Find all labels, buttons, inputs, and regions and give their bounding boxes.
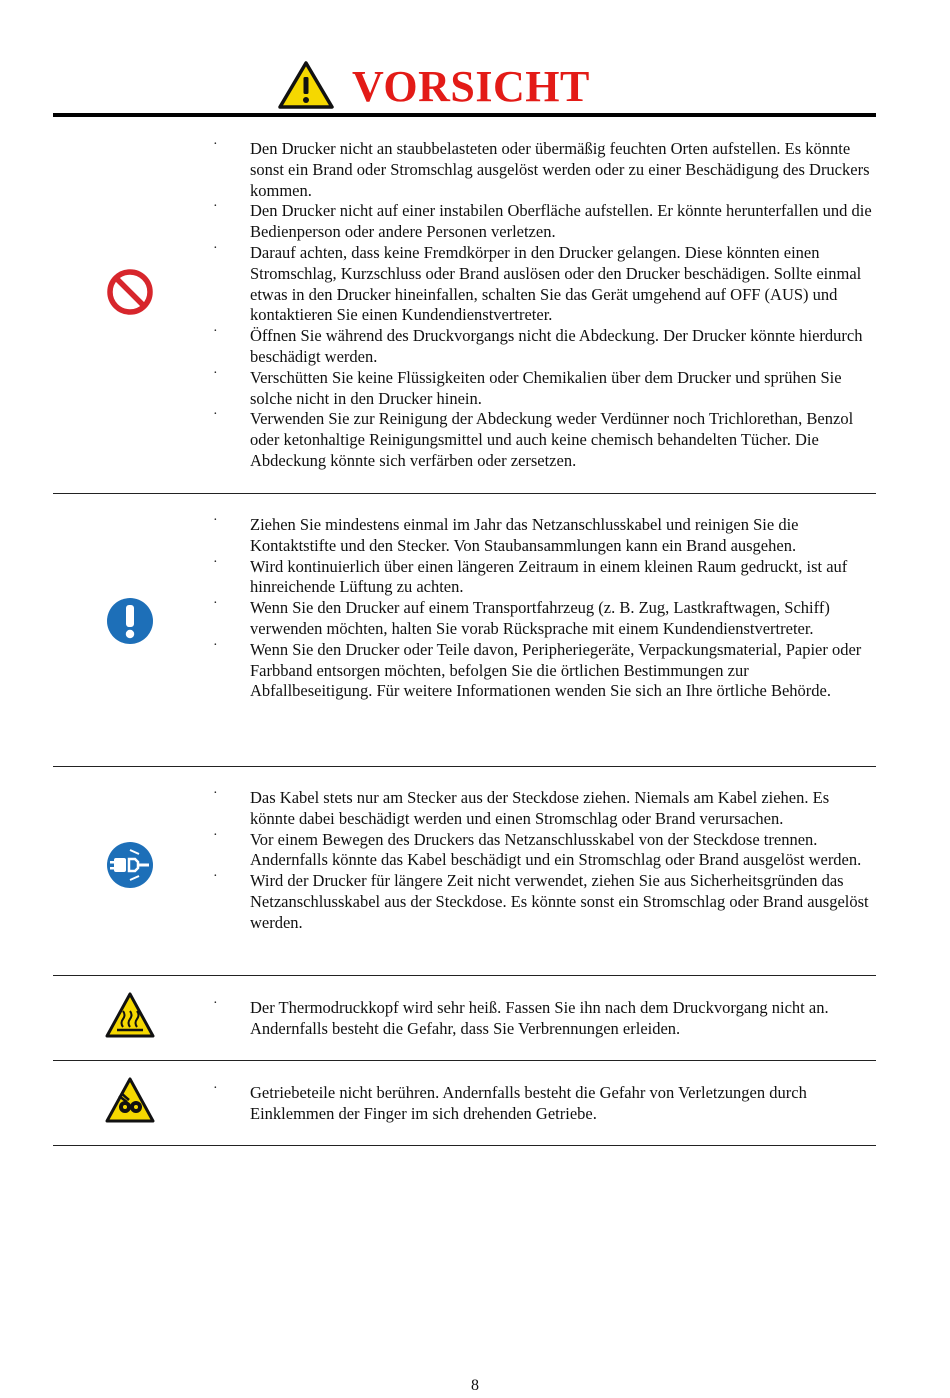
item-text: Verschütten Sie keine Flüssigkeiten oder Chemikalien über dem Drucker und sprühen Sie solche nicht in den Drucker hinein. — [250, 367, 842, 408]
page-header — [0, 58, 950, 114]
bullet: · — [213, 996, 218, 1011]
unplug-icon — [105, 840, 155, 890]
item-text: Öffnen Sie während des Druckvorgangs nicht die Abdeckung. Der Drucker könnte hierdurch beschädigt werden. — [250, 326, 863, 366]
caution-section-gear — [53, 1062, 876, 1147]
list-item — [213, 554, 873, 599]
list-item — [213, 201, 873, 243]
bullet: · — [213, 324, 218, 340]
item-text: Das Kabel stets nur am Stecker aus der Steckdose ziehen. Niemals am Kabel ziehen. Es könnte dabei beschädigt werden und einen Stromschlag oder Brand verursachen. — [250, 788, 830, 828]
item-text: Ziehen Sie mindestens einmal im Jahr das Netzanschlusskabel und reinigen Sie die Kontaktstifte und den Stecker. Von Staubansammlungen kann ein Brand ausgehen. — [250, 515, 799, 555]
item-text: Vor einem Bewegen des Druckers das Netzanschlusskabel von der Steckdose trennen. Andernfalls könnte das Kabel beschädigt und ein Stromschlag oder Brand ausgelöst werden. — [250, 829, 862, 870]
list-item — [213, 139, 873, 201]
bullet: · — [213, 554, 218, 570]
item-text: Den Drucker nicht auf einer instabilen Oberfläche aufstellen. Er könnte herunterfallen und die Bedienperson oder andere Personen verletzen. — [250, 201, 872, 242]
caution-section-prohibited — [53, 117, 876, 495]
list-item — [213, 240, 873, 326]
bullet: · — [213, 137, 218, 152]
list-item — [213, 515, 873, 557]
list-item — [213, 871, 873, 933]
list-item — [213, 326, 873, 368]
bullet: · — [213, 199, 218, 215]
list-item — [213, 788, 873, 830]
prohibition-icon — [105, 267, 155, 317]
section-divider — [53, 493, 876, 494]
bullet: · — [213, 240, 218, 256]
bullet: · — [213, 407, 218, 423]
item-text: Darauf achten, dass keine Fremdkörper in den Drucker gelangen. Diese könnten einen Stromschlag, Kurzschluss oder Brand auslösen oder den Drucker beschädigen. Sollte einmal etwas in den Drucker hineinfallen, schalten Sie das Gerät umgehend auf OFF (AUS) und kontaktieren Sie einen Kundendienstvertreter. — [250, 242, 862, 325]
hot-surface-icon — [105, 991, 155, 1041]
bullet: · — [213, 786, 218, 801]
page-number: 8 — [471, 1377, 479, 1394]
item-text: Wird der Drucker für längere Zeit nicht verwendet, ziehen Sie aus Sicherheitsgründen das Netzanschlusskabel aus der Steckdose. Es könnte sonst ein Stromschlag oder Brand ausgelöst werden. — [250, 871, 869, 932]
section-divider — [53, 1060, 876, 1061]
bullet: · — [213, 637, 218, 653]
gear-pinch-icon — [105, 1076, 155, 1126]
exclamation-icon — [105, 596, 155, 646]
item-text: Wenn Sie den Drucker auf einem Transportfahrzeug (z. B. Zug, Lastkraftwagen, Schiff) verwenden möchten, halten Sie vorab Rücksprache mit einem Kundendienstvertreter. — [250, 598, 830, 638]
list-item — [213, 365, 873, 410]
warning-triangle-icon — [278, 60, 334, 110]
caution-section-mandatory — [53, 495, 876, 768]
list-item — [213, 598, 873, 640]
section-divider — [53, 975, 876, 976]
list-item — [213, 409, 873, 471]
item-text: Wird kontinuierlich über einen längeren Zeitraum in einem kleinen Raum gedruckt, ist auf hinreichende Lüftung zu achten. — [250, 556, 848, 597]
item-text: Den Drucker nicht an staubbelasteten oder übermäßig feuchten Orten aufstellen. Es könnte sonst ein Brand oder Stromschlag ausgelöst werden oder zu einer Beschädigung des Druckers kommen. — [250, 139, 870, 200]
list-item — [213, 1083, 873, 1125]
section-divider — [53, 766, 876, 767]
bullet: · — [213, 596, 218, 612]
caution-section-hot-surface — [53, 977, 876, 1062]
item-text: Getriebeteile nicht berühren. Andernfalls besteht die Gefahr von Verletzungen durch Einklemmen der Finger im sich drehenden Getriebe. — [250, 1083, 807, 1123]
section-divider — [53, 1145, 876, 1146]
list-item — [213, 827, 873, 872]
bullet: · — [213, 513, 218, 528]
caution-section-unplug — [53, 768, 876, 977]
list-item — [213, 637, 873, 702]
bullet: · — [213, 827, 218, 843]
item-text: Der Thermodruckkopf wird sehr heiß. Fassen Sie ihn nach dem Druckvorgang nicht an. Andernfalls besteht die Gefahr, dass Sie Verbrennungen erleiden. — [250, 998, 829, 1038]
item-text: Verwenden Sie zur Reinigung der Abdeckung weder Verdünner noch Trichlorethan, Benzol oder ketonhaltige Reinigungsmittel und auch keine chemisch behandelten Tücher. Die Abdeckung könnte sich verfärben oder zersetzen. — [250, 409, 854, 470]
bullet: · — [213, 869, 218, 885]
bullet: · — [213, 365, 218, 381]
item-text: Wenn Sie den Drucker oder Teile davon, Peripheriegeräte, Verpackungsmaterial, Papier oder Farbband entsorgen möchten, befolgen Sie die örtlichen Bestimmungen zur Abfallbeseitigung. Für weitere Informationen wenden Sie sich an Ihre örtliche Behörde. — [250, 639, 862, 701]
list-item — [213, 998, 873, 1040]
bullet: · — [213, 1081, 218, 1096]
page-title: VORSICHT — [352, 62, 590, 111]
